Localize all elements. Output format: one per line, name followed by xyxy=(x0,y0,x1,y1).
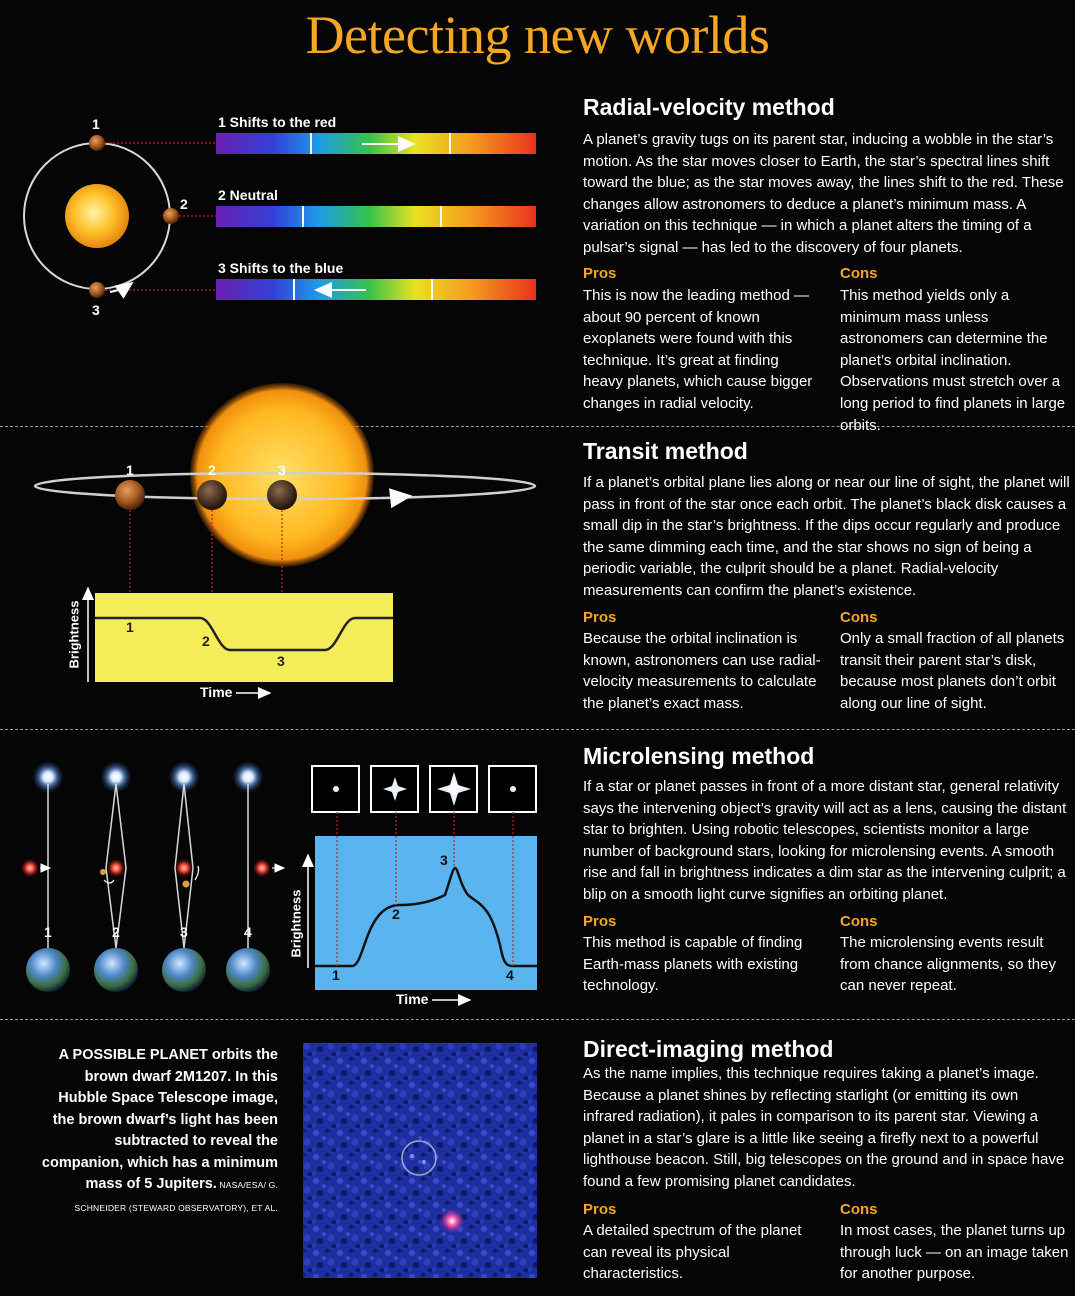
spectrum-blue xyxy=(216,279,536,300)
rv-position-3-label: 3 xyxy=(92,302,100,318)
transit-lightcurve-panel xyxy=(95,593,393,682)
radial-cons: This method yields only a minimum mass unless astronomers can determine the planet’s orbital inclination. Observations must stretch over a long period to find planets in large orbits. xyxy=(840,287,1066,434)
transit-heading: Transit method xyxy=(583,438,748,464)
caption-lead: A POSSIBLE PLANET xyxy=(58,1047,208,1063)
lens-curve-1-label: 1 xyxy=(332,967,340,983)
direct-body: As the name implies, this technique requires taking a planet’s image. Because a planet shines by reflecting starlight (or emitting its own infrared radiation), it pales in comparison to its parent star. Viewing a planet in a star’s glare is a little like seeing a firefly next to a powerful lighthouse beacon. Still, big telescopes on the ground and in space have found a few promising planet candidates. xyxy=(583,1065,1065,1190)
transit-cons: Only a small fraction of all planets transit their parent star’s disk, because most planets don’t orbit along our line of sight. xyxy=(840,630,1065,712)
transit-pros-label: Pros xyxy=(583,609,617,626)
radial-pros: This is now the leading method — about 90 percent of known exoplanets were found with this technique. It’s great at finding heavy planets, which cause bigger changes in radial velocity. xyxy=(583,287,813,412)
companion-planet xyxy=(439,1208,465,1234)
transit-planet-1 xyxy=(115,480,145,510)
microlensing-cons-label: Cons xyxy=(840,913,878,930)
transit-planet-3-label: 3 xyxy=(278,462,286,478)
planet-position-2 xyxy=(163,208,179,224)
lens-curve-4-label: 4 xyxy=(506,967,514,983)
lens-curve-2-label: 2 xyxy=(392,906,400,922)
image-credit: NASA/ESA/ G. SCHNEIDER (STEWARD OBSERVATORY), ET AL. xyxy=(74,1180,278,1213)
hubble-image xyxy=(303,1043,537,1278)
transit-diagram xyxy=(35,383,535,693)
spectrum-red-label: 1 Shifts to the red xyxy=(218,114,337,130)
lens-ylabel: Brightness xyxy=(288,889,304,958)
microlensing-pros-label: Pros xyxy=(583,913,617,930)
lens-stage-3 xyxy=(162,761,206,992)
direct-pros: A detailed spectrum of the planet can reveal its physical characteristics. xyxy=(583,1222,802,1283)
microlensing-heading: Microlensing method xyxy=(583,743,815,769)
lens-stage-4 xyxy=(226,761,284,992)
transit-pros: Because the orbital inclination is known, astronomers can use radial-velocity measurements to calculate the planet’s exact mass. xyxy=(583,630,821,712)
transit-xlabel: Time xyxy=(200,684,233,700)
lens-stage-3-label: 3 xyxy=(180,924,188,940)
planet-position-3 xyxy=(89,282,105,298)
transit-planet-1-label: 1 xyxy=(126,462,134,478)
transit-curve-1-label: 1 xyxy=(126,619,134,635)
lens-xlabel: Time xyxy=(396,991,429,1007)
transit-planet-2-label: 2 xyxy=(208,462,216,478)
transit-body: If a planet’s orbital plane lies along or near our line of sight, the planet will pass in front of the star once each orbit. The planet’s black disk causes a small dip in the star’s brightness. If the dips occur regularly and produce the same dimming each time, and the star shows no sign of being a periodic variable, the culprit should be a planet. Radial-velocity measurements can confirm the planet’s existence. xyxy=(583,474,1070,599)
direct-cons: In most cases, the planet turns up through luck — on an image taken for another purpose. xyxy=(840,1222,1069,1283)
radial-pros-label: Pros xyxy=(583,265,617,282)
transit-planet-2 xyxy=(197,480,227,510)
transit-curve-2-label: 2 xyxy=(202,633,210,649)
rv-position-2-label: 2 xyxy=(180,196,188,212)
spectrum-neutral xyxy=(216,206,536,227)
lens-stage-4-label: 4 xyxy=(244,924,252,940)
lens-curve-3-label: 3 xyxy=(440,852,448,868)
microlensing-body: If a star or planet passes in front of a more distant star, general relativity says the intervening object’s gravity will act as a lens, causing the distant star to brighten. Using robotic telescopes, scientists monitor a large number of background stars, looking for microlensing events. A smooth rise and fall in brightness indicates a dim star as the intervening culprit; a blip on a smooth light curve signifies an orbiting planet. xyxy=(583,778,1067,903)
transit-planet-3 xyxy=(267,480,297,510)
star-image-boxes xyxy=(312,766,536,812)
planet-position-1 xyxy=(89,135,105,151)
transit-cons-label: Cons xyxy=(840,609,878,626)
radial-heading: Radial-velocity method xyxy=(583,94,835,120)
lens-stage-2-label: 2 xyxy=(112,924,120,940)
direct-pros-label: Pros xyxy=(583,1201,617,1218)
lens-stage-1 xyxy=(21,761,70,992)
caption-text: orbits the brown dwarf 2M1207. In this Hubble Space Telescope image, the brown dwarf’s light has been subtracted to reveal the companion, which has a minimum mass of 5 Jupiters. xyxy=(41,1047,278,1192)
direct-cons-label: Cons xyxy=(840,1201,878,1218)
image-caption xyxy=(40,1045,278,1219)
microlensing-diagram xyxy=(21,761,537,1000)
lens-stage-2 xyxy=(94,761,138,992)
direct-heading: Direct-imaging method xyxy=(583,1036,834,1062)
parent-star xyxy=(65,184,129,248)
spectrum-blue-label: 3 Shifts to the blue xyxy=(218,260,344,276)
page-title: Detecting new worlds xyxy=(305,5,770,65)
microlensing-pros: This method is capable of finding Earth-mass planets with existing technology. xyxy=(583,934,803,995)
microlensing-cons: The microlensing events result from chance alignments, so they can never repeat. xyxy=(840,934,1056,995)
transit-ylabel: Brightness xyxy=(66,600,82,669)
transit-curve-3-label: 3 xyxy=(277,653,285,669)
spectrum-neutral-label: 2 Neutral xyxy=(218,187,278,203)
rv-position-1-label: 1 xyxy=(92,116,100,132)
radial-body: A planet’s gravity tugs on its parent star, inducing a wobble in the star’s motion. As the star moves closer to Earth, the star’s spectral lines shift toward the blue; as the star moves away, the lines shift to the red. These changes allow astronomers to deduce a planet’s minimum mass. A variation on this technique — in which a planet alters the timing of a pulsar’s signal — has led to the discovery of four planets. xyxy=(583,131,1064,256)
lens-stage-1-label: 1 xyxy=(44,924,52,940)
radial-cons-label: Cons xyxy=(840,265,878,282)
